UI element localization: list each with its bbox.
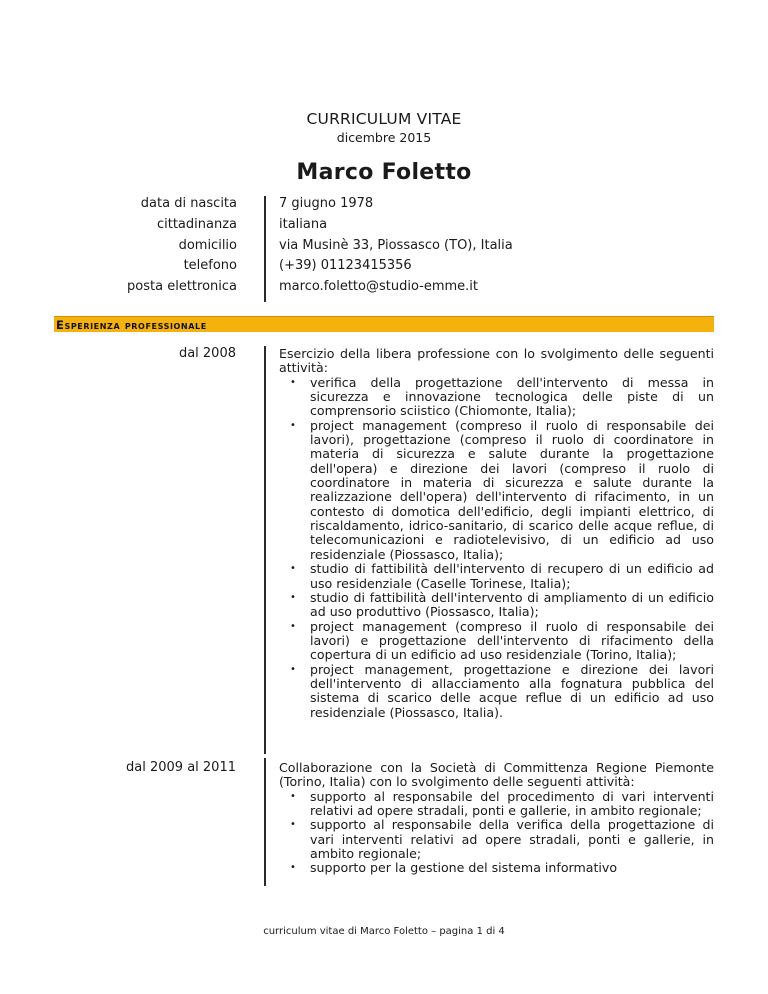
list-item: • project management (compreso il ruolo di responsabile dei lavori), progettazione (compreso il ruolo di coordinatore in materia di sicurezza e salute durante la progettazione dell'opera) e direzione dei lavori (compreso il ruolo di coordinatore in materia di sicurezza e salute durante la realizzazione dell'opera) dell'intervento di rifacimento, in un contesto di domotica dell'edificio, degli impianti elettrico, di riscaldamento, idrico-sanitario, di scarico delle acque reflue, di telecomunicazioni e radiotelevisivo, di un edificio ad uso residenziale (Piossasco, Italia); [310, 419, 714, 562]
document-date: dicembre 2015 [336, 130, 432, 145]
personal-info-row [0, 217, 768, 238]
list-item: • project management, progettazione e direzione dei lavori dell'intervento di allacciamento alla fognatura pubblica del sistema di scarico delle acque reflue di un edificio ad uso residenziale (Piossasco, Italia). [310, 663, 714, 720]
entry-description [279, 761, 714, 876]
entry-period: dal 2009 al 2011 [126, 760, 236, 775]
person-name: Marco Foletto [296, 160, 472, 185]
entry-divider [264, 346, 266, 754]
personal-info-row [0, 238, 768, 259]
citizenship-value: italiana [279, 216, 328, 232]
entry-divider [264, 758, 266, 886]
birthdate-value: 7 giugno 1978 [279, 196, 374, 211]
citizenship-label: cittadinanza [156, 216, 237, 232]
entry-description [279, 347, 714, 720]
activity-list [279, 790, 714, 876]
page-footer: curriculum vitae di Marco Foletto – pagina 1 di 4 [263, 926, 505, 937]
activity-list [279, 376, 714, 720]
list-item: • studio di fattibilità dell'intervento di ampliamento di un edificio ad uso produttivo (Piossasco, Italia); [310, 591, 714, 620]
section-title: Esperienza professionale [56, 318, 207, 332]
section-header-bar [54, 316, 714, 332]
personal-info [0, 196, 768, 300]
personal-info-row [0, 279, 768, 300]
entry-intro: Collaborazione con la Società di Committenza Regione Piemonte (Torino, Italia) con lo svolgimento delle seguenti attività: [279, 760, 714, 790]
birthdate-label: data di nascita [140, 196, 237, 211]
address-label: domicilio [178, 237, 237, 253]
address-value: via Musinè 33, Piossasco (TO), Italia [279, 237, 513, 253]
list-item: • project management (compreso il ruolo di responsabile dei lavori) e progettazione dell'intervento di rifacimento della copertura di un edificio ad uso residenziale (Torino, Italia); [310, 620, 714, 663]
list-item: • studio di fattibilità dell'intervento di recupero di un edificio ad uso residenziale (Caselle Torinese, Italia); [310, 562, 714, 591]
list-item: • supporto per la gestione del sistema informativo [310, 861, 714, 875]
phone-label: telefono [183, 258, 237, 274]
email-value: marco.foletto@studio-emme.it [279, 279, 479, 295]
list-item: • supporto al responsabile del procedimento di vari interventi relativi ad opere stradali, ponti e gallerie, in ambito regionale; [310, 790, 714, 819]
phone-value: (+39) 01123415356 [279, 258, 412, 274]
personal-info-row [0, 258, 768, 279]
email-label: posta elettronica [127, 279, 237, 295]
entry-period: dal 2008 [178, 346, 236, 361]
document-title: CURRICULUM VITAE [306, 110, 462, 128]
list-item: • supporto al responsabile della verifica della progettazione di vari interventi relativi ad opere stradali, ponti e gallerie, in ambito regionale; [310, 818, 714, 861]
entry-intro: Esercizio della libera professione con lo svolgimento delle seguenti attività: [279, 346, 714, 376]
list-item: • verifica della progettazione dell'intervento di messa in sicurezza e innovazione tecnologica delle piste di un comprensorio sciistico (Chiomonte, Italia); [310, 376, 714, 419]
personal-info-row [0, 196, 768, 217]
